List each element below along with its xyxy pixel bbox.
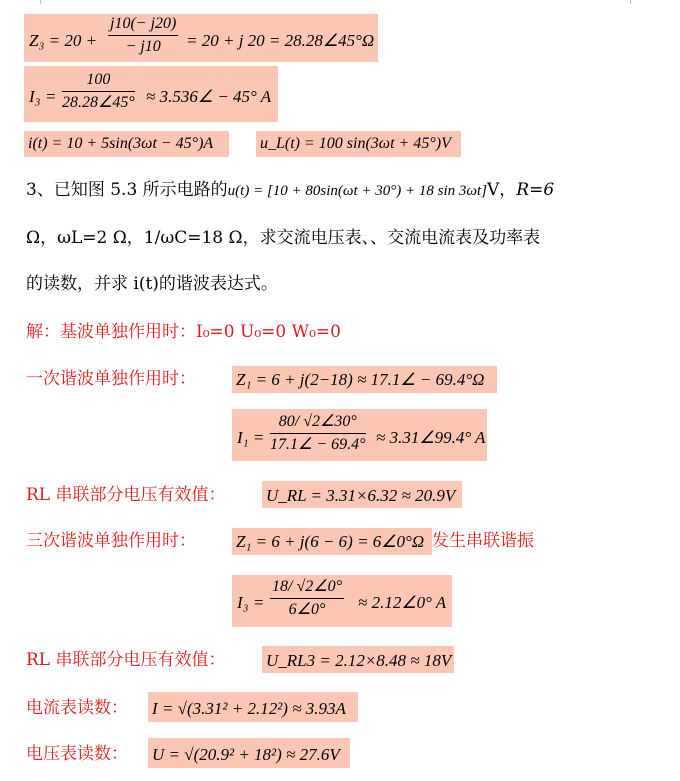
problem-line-1-text: 3、已知图 5.3 所示电路的 [26, 180, 228, 200]
problem-resistance: R=6 [516, 180, 555, 200]
voltmeter-label: 电压表读数： [26, 744, 128, 764]
third-harmonic-label: 三次谐波单独作用时： [26, 531, 196, 551]
url-1-equation: U_RL = 3.31×6.32 ≈ 20.9V [266, 486, 456, 505]
i3-rhs: ≈ 3.536∠ − 45° A [146, 87, 272, 106]
problem-voltage-formula: u(t) = [10 + 80sin(ωt + 30°) + 18 sin 3ωt] [227, 183, 488, 199]
problem-line-1-unit: V， [487, 180, 517, 200]
resonance-note: 发生串联谐振 [432, 531, 534, 551]
rl-voltage-label-2: RL 串联部分电压有效值： [26, 650, 226, 670]
problem-line-2: Ω，ωL=2 Ω，1/ωC=18 Ω，求交流电压表、、交流电流表及功率表 [26, 228, 541, 248]
z3-lhs: Z₃ = 20 + [29, 31, 98, 50]
i1-rhs: ≈ 3.31∠99.4° A [376, 428, 486, 447]
problem-line-1 [26, 182, 554, 199]
z1-third-equation: Z₁ = 6 + j(6 − 6) = 6∠0°Ω [236, 532, 425, 551]
first-harmonic-label: 一次谐波单独作用时： [26, 369, 196, 389]
z3-rhs: = 20 + j 20 = 28.28∠45°Ω [186, 31, 375, 50]
url-2-equation: U_RL3 = 2.12×8.48 ≈ 18V [266, 651, 452, 670]
z1-first-equation: Z₁ = 6 + j(2−18) ≈ 17.1∠ − 69.4°Ω [236, 370, 485, 389]
z3-denominator: − j10 [125, 38, 161, 55]
z3-numerator: j10(− j20) [108, 16, 178, 36]
z3-fraction [108, 16, 178, 55]
i1-numerator: 80/ √2∠30° [270, 414, 366, 434]
i3-lhs: I₃ = [29, 87, 57, 106]
i3-second-denominator: 6∠0° [288, 601, 326, 618]
i3-fraction [62, 72, 135, 111]
i3-second-lhs: I₃ = [237, 593, 265, 612]
page-corner-mark-right [630, 0, 643, 4]
i1-denominator: 17.1∠ − 69.4° [270, 436, 366, 453]
it-equation: i(t) = 10 + 5sin(3ωt − 45°)A [28, 135, 214, 152]
rl-voltage-label-1: RL 串联部分电压有效值： [26, 485, 226, 505]
i3-second-rhs: ≈ 2.12∠0° A [358, 593, 447, 612]
i3-denominator: 28.28∠45° [62, 94, 135, 111]
ul-equation: u_L(t) = 100 sin(3ωt + 45°)V [260, 135, 451, 152]
ammeter-label: 电流表读数： [26, 698, 128, 718]
i1-lhs: I₁ = [237, 428, 265, 447]
i1-fraction [270, 414, 366, 453]
solution-fundamental-line: 解：基波单独作用时：I₀=0 U₀=0 W₀=0 [26, 322, 341, 342]
ammeter-value: I = √(3.31² + 2.12²) ≈ 3.93A [152, 699, 346, 718]
voltmeter-value: U = √(20.9² + 18²) ≈ 27.6V [152, 745, 340, 764]
i3-second-numerator: 18/ √2∠0° [270, 579, 344, 599]
problem-line-3: 的读数，并求 i(t)的谐波表达式。 [26, 274, 278, 294]
page-corner-mark-left [40, 0, 53, 4]
i3-second-fraction [270, 579, 344, 618]
i3-numerator: 100 [62, 72, 135, 92]
